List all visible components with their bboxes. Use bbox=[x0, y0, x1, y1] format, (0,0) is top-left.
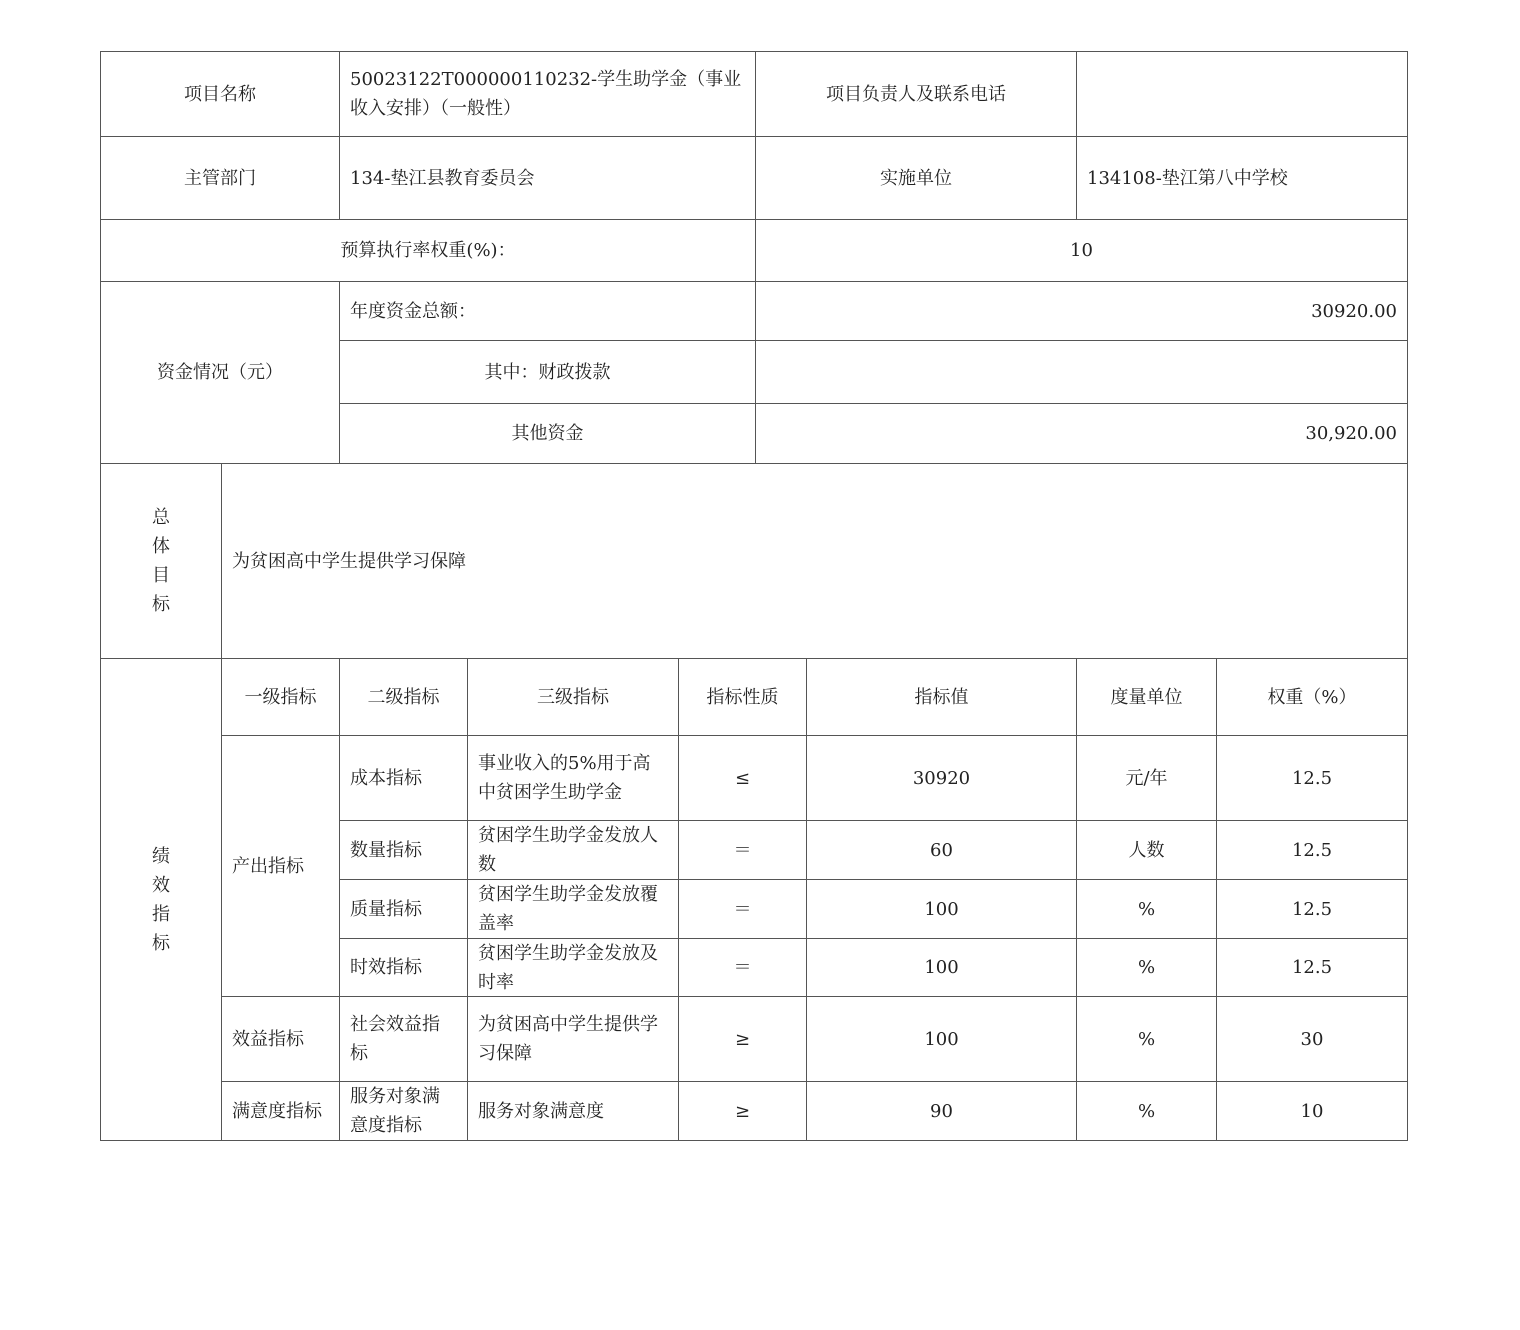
row-level3: 贫困学生助学金发放人数 bbox=[467, 820, 679, 880]
row-nature: ＝ bbox=[678, 820, 807, 880]
funds-other-value: 30,920.00 bbox=[755, 403, 1408, 464]
row-value: 30920 bbox=[806, 735, 1077, 821]
row-unit: % bbox=[1076, 1081, 1217, 1141]
row-weight: 12.5 bbox=[1216, 938, 1408, 997]
group-benefit: 效益指标 bbox=[221, 996, 340, 1082]
goal-text: 为贫困高中学生提供学习保障 bbox=[221, 463, 1408, 659]
impl-label: 实施单位 bbox=[755, 136, 1077, 220]
goal-label: 总体目标 bbox=[151, 507, 170, 615]
row-level3: 服务对象满意度 bbox=[467, 1081, 679, 1141]
project-performance-table bbox=[100, 51, 1408, 1141]
row-value: 100 bbox=[806, 879, 1077, 939]
row-weight: 10 bbox=[1216, 1081, 1408, 1141]
row-nature: ＝ bbox=[678, 879, 807, 939]
dept-value: 134-垫江县教育委员会 bbox=[339, 136, 756, 220]
row-level2: 成本指标 bbox=[339, 735, 468, 821]
funds-total-value: 30920.00 bbox=[755, 281, 1408, 341]
funds-other-label: 其他资金 bbox=[339, 403, 756, 464]
header-level3: 三级指标 bbox=[467, 658, 679, 736]
indicators-label: 绩效指标 bbox=[151, 845, 170, 954]
group-satisfaction: 满意度指标 bbox=[221, 1081, 340, 1141]
row-unit: % bbox=[1076, 879, 1217, 939]
header-nature: 指标性质 bbox=[678, 658, 807, 736]
goal-label-cell bbox=[100, 463, 222, 659]
row-level2: 质量指标 bbox=[339, 879, 468, 939]
row-value: 90 bbox=[806, 1081, 1077, 1141]
row-level2: 服务对象满意度指标 bbox=[339, 1081, 468, 1141]
header-value: 指标值 bbox=[806, 658, 1077, 736]
funds-label: 资金情况（元） bbox=[100, 281, 340, 464]
indicators-label-cell bbox=[100, 658, 222, 1141]
project-name-label: 项目名称 bbox=[100, 51, 340, 137]
header-weight: 权重（%） bbox=[1216, 658, 1408, 736]
row-unit: 元/年 bbox=[1076, 735, 1217, 821]
row-weight: 30 bbox=[1216, 996, 1408, 1082]
row-nature: ≥ bbox=[678, 996, 807, 1082]
row-level3: 贫困学生助学金发放及时率 bbox=[467, 938, 679, 997]
row-nature: ≥ bbox=[678, 1081, 807, 1141]
row-unit: % bbox=[1076, 996, 1217, 1082]
row-weight: 12.5 bbox=[1216, 735, 1408, 821]
row-level2: 时效指标 bbox=[339, 938, 468, 997]
row-level2: 社会效益指标 bbox=[339, 996, 468, 1082]
row-value: 100 bbox=[806, 996, 1077, 1082]
funds-fiscal-label: 其中：财政拨款 bbox=[339, 340, 756, 404]
row-nature: ≤ bbox=[678, 735, 807, 821]
row-weight: 12.5 bbox=[1216, 820, 1408, 880]
row-level3: 贫困学生助学金发放覆盖率 bbox=[467, 879, 679, 939]
row-unit: % bbox=[1076, 938, 1217, 997]
header-unit: 度量单位 bbox=[1076, 658, 1217, 736]
budget-weight-value: 10 bbox=[755, 219, 1408, 282]
row-level3: 为贫困高中学生提供学习保障 bbox=[467, 996, 679, 1082]
group-output: 产出指标 bbox=[221, 735, 340, 997]
row-level3: 事业收入的5%用于高中贫困学生助学金 bbox=[467, 735, 679, 821]
row-weight: 12.5 bbox=[1216, 879, 1408, 939]
contact-value bbox=[1076, 51, 1408, 137]
funds-total-label: 年度资金总额： bbox=[339, 281, 756, 341]
row-level2: 数量指标 bbox=[339, 820, 468, 880]
row-value: 60 bbox=[806, 820, 1077, 880]
header-level1: 一级指标 bbox=[221, 658, 340, 736]
header-level2: 二级指标 bbox=[339, 658, 468, 736]
impl-value: 134108-垫江第八中学校 bbox=[1076, 136, 1408, 220]
row-unit: 人数 bbox=[1076, 820, 1217, 880]
row-value: 100 bbox=[806, 938, 1077, 997]
project-name-value: 50023122T000000110232-学生助学金（事业收入安排）（一般性） bbox=[339, 51, 756, 137]
funds-fiscal-value bbox=[755, 340, 1408, 404]
budget-weight-label: 预算执行率权重(%)： bbox=[100, 219, 756, 282]
dept-label: 主管部门 bbox=[100, 136, 340, 220]
row-nature: ＝ bbox=[678, 938, 807, 997]
contact-label: 项目负责人及联系电话 bbox=[755, 51, 1077, 137]
